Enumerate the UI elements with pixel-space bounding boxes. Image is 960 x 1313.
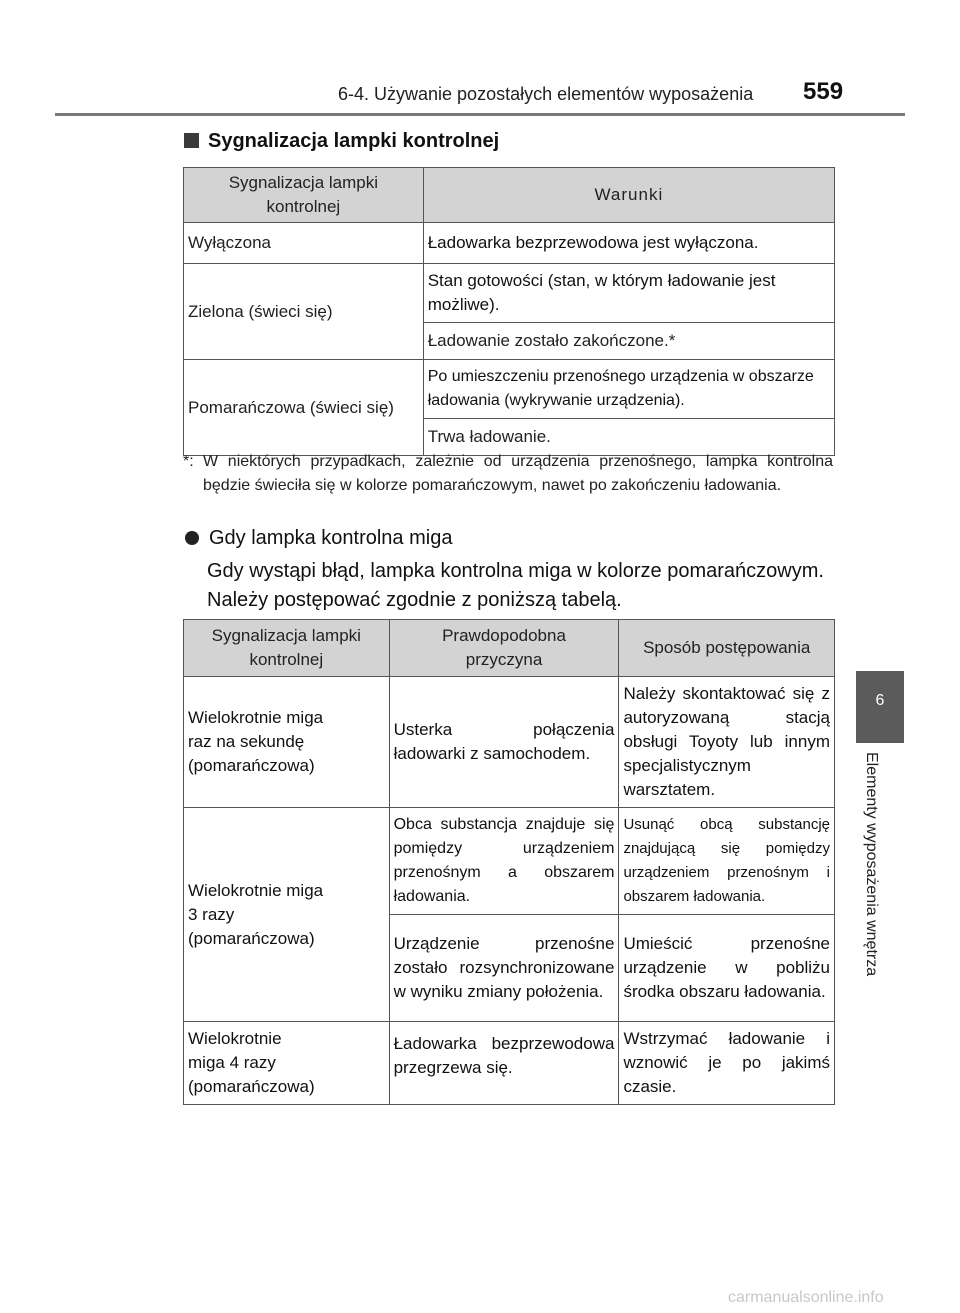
table-header-row — [184, 168, 835, 223]
action-cell: Należy skontaktować się z autoryzowaną stacją obsługi Toyoty lub innym specjalistycznym warsztatem. — [619, 677, 835, 808]
watermark: carmanualsonline.info — [728, 1289, 884, 1306]
signal-cell: Wielokrotnie miga 3 razy (pomarańczowa) — [184, 808, 390, 1022]
cause-cell: Ładowarka bezprzewodowa przegrzewa się. — [389, 1022, 619, 1105]
condition-cell: Stan gotowości (stan, w którym ładowanie jest możliwe). — [423, 264, 834, 323]
section-heading-text: Sygnalizacja lampki kontrolnej — [208, 130, 500, 152]
instruction-paragraph: Gdy wystąpi błąd, lampka kontrolna miga w kolorze pomarańczowym. Należy postępować zgodnie z poniższą tabelą. — [207, 560, 824, 611]
action-cell: Wstrzymać ładowanie i wznowić je po jakimś czasie. — [619, 1022, 835, 1105]
signal-cell: Wielokrotnie miga 4 razy (pomarańczowa) — [184, 1022, 390, 1105]
table-row — [184, 808, 835, 915]
bullet-heading — [185, 527, 452, 550]
condition-cell: Ładowanie zostało zakończone.* — [423, 323, 834, 360]
chapter-tab: 6 — [856, 671, 904, 743]
header-title: 6-4. Używanie pozostałych elementów wyposażenia — [338, 84, 754, 104]
signal-cell: Zielona (świeci się) — [184, 264, 424, 360]
table-row — [184, 223, 835, 264]
table-row — [184, 360, 835, 419]
condition-cell: Po umieszczeniu przenośnego urządzenia w obszarze ładowania (wykrywanie urządzenia). — [423, 360, 834, 419]
blinking-indicator-table — [183, 619, 835, 1105]
chapter-label: Elementy wyposażenia wnętrza — [863, 752, 880, 977]
footnote — [183, 450, 833, 498]
table-header-row — [184, 620, 835, 677]
column-header: Sposób postępowania — [619, 620, 835, 677]
condition-cell: Ładowarka bezprzewodowa jest wyłączona. — [423, 223, 834, 264]
column-header: Sygnalizacja lampki kontrolnej — [184, 168, 424, 223]
column-header: Sygnalizacja lampki kontrolnej — [184, 620, 390, 677]
column-header: Warunki — [423, 168, 834, 223]
footnote-text: W niektórych przypadkach, zależnie od urządzenia przenośnego, lampka kontrolna będzie świeciła się w kolorze pomarańczowym, nawet po zakończeniu ładowania. — [203, 453, 833, 494]
signal-cell: Wielokrotnie miga raz na sekundę (pomarańczowa) — [184, 677, 390, 808]
action-cell: Usunąć obcą substancję znajdującą się pomiędzy urządzeniem przenośnym i obszarem ładowania. — [619, 808, 835, 915]
condition-cell: Trwa ładowanie. — [423, 419, 834, 456]
footnote-mark: *: — [183, 453, 194, 470]
table-row — [184, 264, 835, 323]
signal-cell: Pomarańczowa (świeci się) — [184, 360, 424, 456]
bullet-dot-icon — [185, 531, 199, 545]
column-header: Prawdopodobna przyczyna — [389, 620, 619, 677]
cause-cell: Obca substancja znajduje się pomiędzy urządzeniem przenośnym a obszarem ładowania. — [389, 808, 619, 915]
cause-cell: Urządzenie przenośne zostało rozsynchronizowane w wyniku zmiany położenia. — [389, 915, 619, 1022]
cause-cell: Usterka połączenia ładowarki z samochodem. — [389, 677, 619, 808]
section-heading — [184, 130, 499, 153]
bullet-heading-text: Gdy lampka kontrolna miga — [209, 527, 453, 549]
square-bullet-icon — [184, 133, 199, 148]
table-row — [184, 1022, 835, 1105]
action-cell: Umieścić przenośne urządzenie w pobliżu środka obszaru ładowania. — [619, 915, 835, 1022]
table-row — [184, 677, 835, 808]
signal-cell: Wyłączona — [184, 223, 424, 264]
indicator-table — [183, 167, 835, 456]
header-divider — [55, 113, 905, 116]
page-number: 559 — [803, 78, 844, 105]
